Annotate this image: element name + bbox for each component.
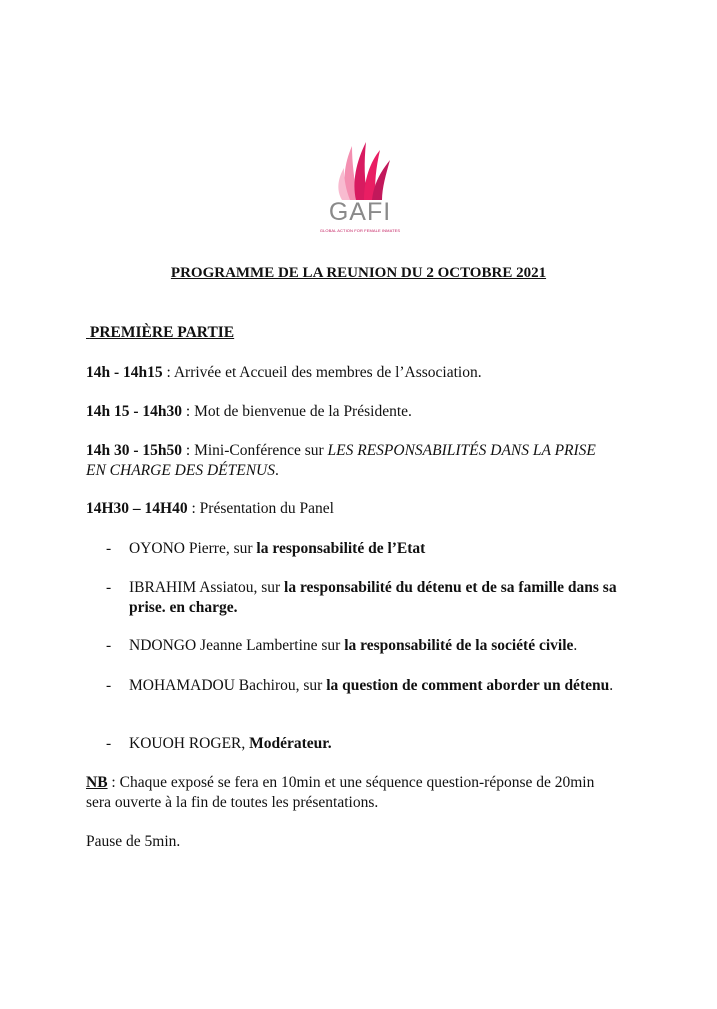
panelist-topic: Modérateur. (249, 735, 332, 752)
logo-wordmark: GAFI (328, 198, 392, 226)
schedule-time: 14H30 – 14H40 (86, 500, 188, 517)
schedule-text: : Mini-Conférence sur (182, 442, 328, 459)
flame-hands-icon (318, 140, 402, 202)
schedule-text: : Mot de bienvenue de la Présidente. (182, 403, 412, 420)
section-heading: PREMIÈRE PARTIE (89, 324, 235, 341)
gafi-logo (318, 140, 408, 240)
schedule-time: 14h 15 - 14h30 (86, 403, 183, 420)
page-title: PROGRAMME DE LA REUNION DU 2 OCTOBRE 2021 (170, 265, 547, 281)
schedule-item (86, 402, 646, 422)
logo-tagline: GLOBAL ACTION FOR FEMALE INMATES (319, 228, 401, 233)
schedule-text: : Arrivée et Accueil des membres de l’Association. (162, 364, 482, 381)
panelist-name: KOUOH ROGER, (129, 735, 250, 752)
panelist-topic: la responsabilité de la société civile (344, 637, 574, 654)
panelist-topic: la question de comment aborder un détenu (326, 677, 610, 694)
note-text: : Chaque exposé se fera en 10min et une séquence question-réponse de 20min sera ouverte à la fin de toutes les présentations. (86, 774, 595, 811)
list-dash: - (106, 735, 112, 752)
panelist-topic: la responsabilité de l’Etat (256, 540, 426, 557)
schedule-time: 14h - 14h15 (86, 364, 163, 381)
schedule-text: : Présentation du Panel (187, 500, 334, 517)
document-page: GAFI GLOBAL ACTION FOR FEMALE INMATES PROGRAMME DE LA REUNION DU 2 OCTOBRE 2021 PREMIÈRE PARTIE 14h - 14h15 : Arrivée et Accueil des membres de l’Association. 14h 15 - 14h30 : Mot de bienvenue de la Présidente. 14h 30 - 15h50 : Mini-Conférence sur LES RESPONSABILITÉS DANS LA PRISE EN CHARGE DES DÉTENUS. 14H30 – 14H40 : Présentation du Panel - OYONO Pierre, sur la responsabilité de l’Etat - IBRAHIM Assiatou, sur la responsabilité du détenu et de sa famille dans sa prise. en charge. - NDONGO Jeanne Lambertine sur la responsabilité de la société civile. - MOHAMADOU Bachirou, sur la question de comment aborder un détenu. - KOUOH ROGER, Modérateur. NB : Chaque exposé se fera en 10min et une séquence question-réponse de 20min sera ouverte à la fin de toutes les présentations. Pause de 5min. (0, 0, 717, 1009)
list-dash: - (106, 579, 112, 596)
panelist-name: MOHAMADOU Bachirou, sur (129, 677, 327, 694)
list-dash: - (106, 637, 112, 654)
note-paragraph (86, 773, 606, 813)
schedule-time: 14h 30 - 15h50 (86, 442, 183, 459)
panelist-name: IBRAHIM Assiatou, sur (129, 579, 285, 596)
pause-text: Pause de 5min. (86, 833, 181, 850)
list-dash: - (106, 677, 112, 694)
schedule-item (86, 363, 646, 383)
schedule-item (86, 499, 646, 519)
conference-topic: LES RESPONSABILITÉS DANS LA PRISE EN CHARGE DES DÉTENUS (86, 442, 596, 479)
note-label: NB (86, 774, 108, 791)
panelist-topic: la responsabilité du détenu et de sa famille dans sa prise. en charge. (129, 579, 617, 616)
schedule-item: 14h 30 - 15h50 : Mini-Conférence sur LES RESPONSABILITÉS DANS LA PRISE EN CHARGE DES DÉTENUS. (86, 442, 596, 479)
panelist-name: OYONO Pierre, sur (129, 540, 257, 557)
panelist-name: NDONGO Jeanne Lambertine sur (129, 637, 345, 654)
list-dash: - (106, 540, 112, 557)
